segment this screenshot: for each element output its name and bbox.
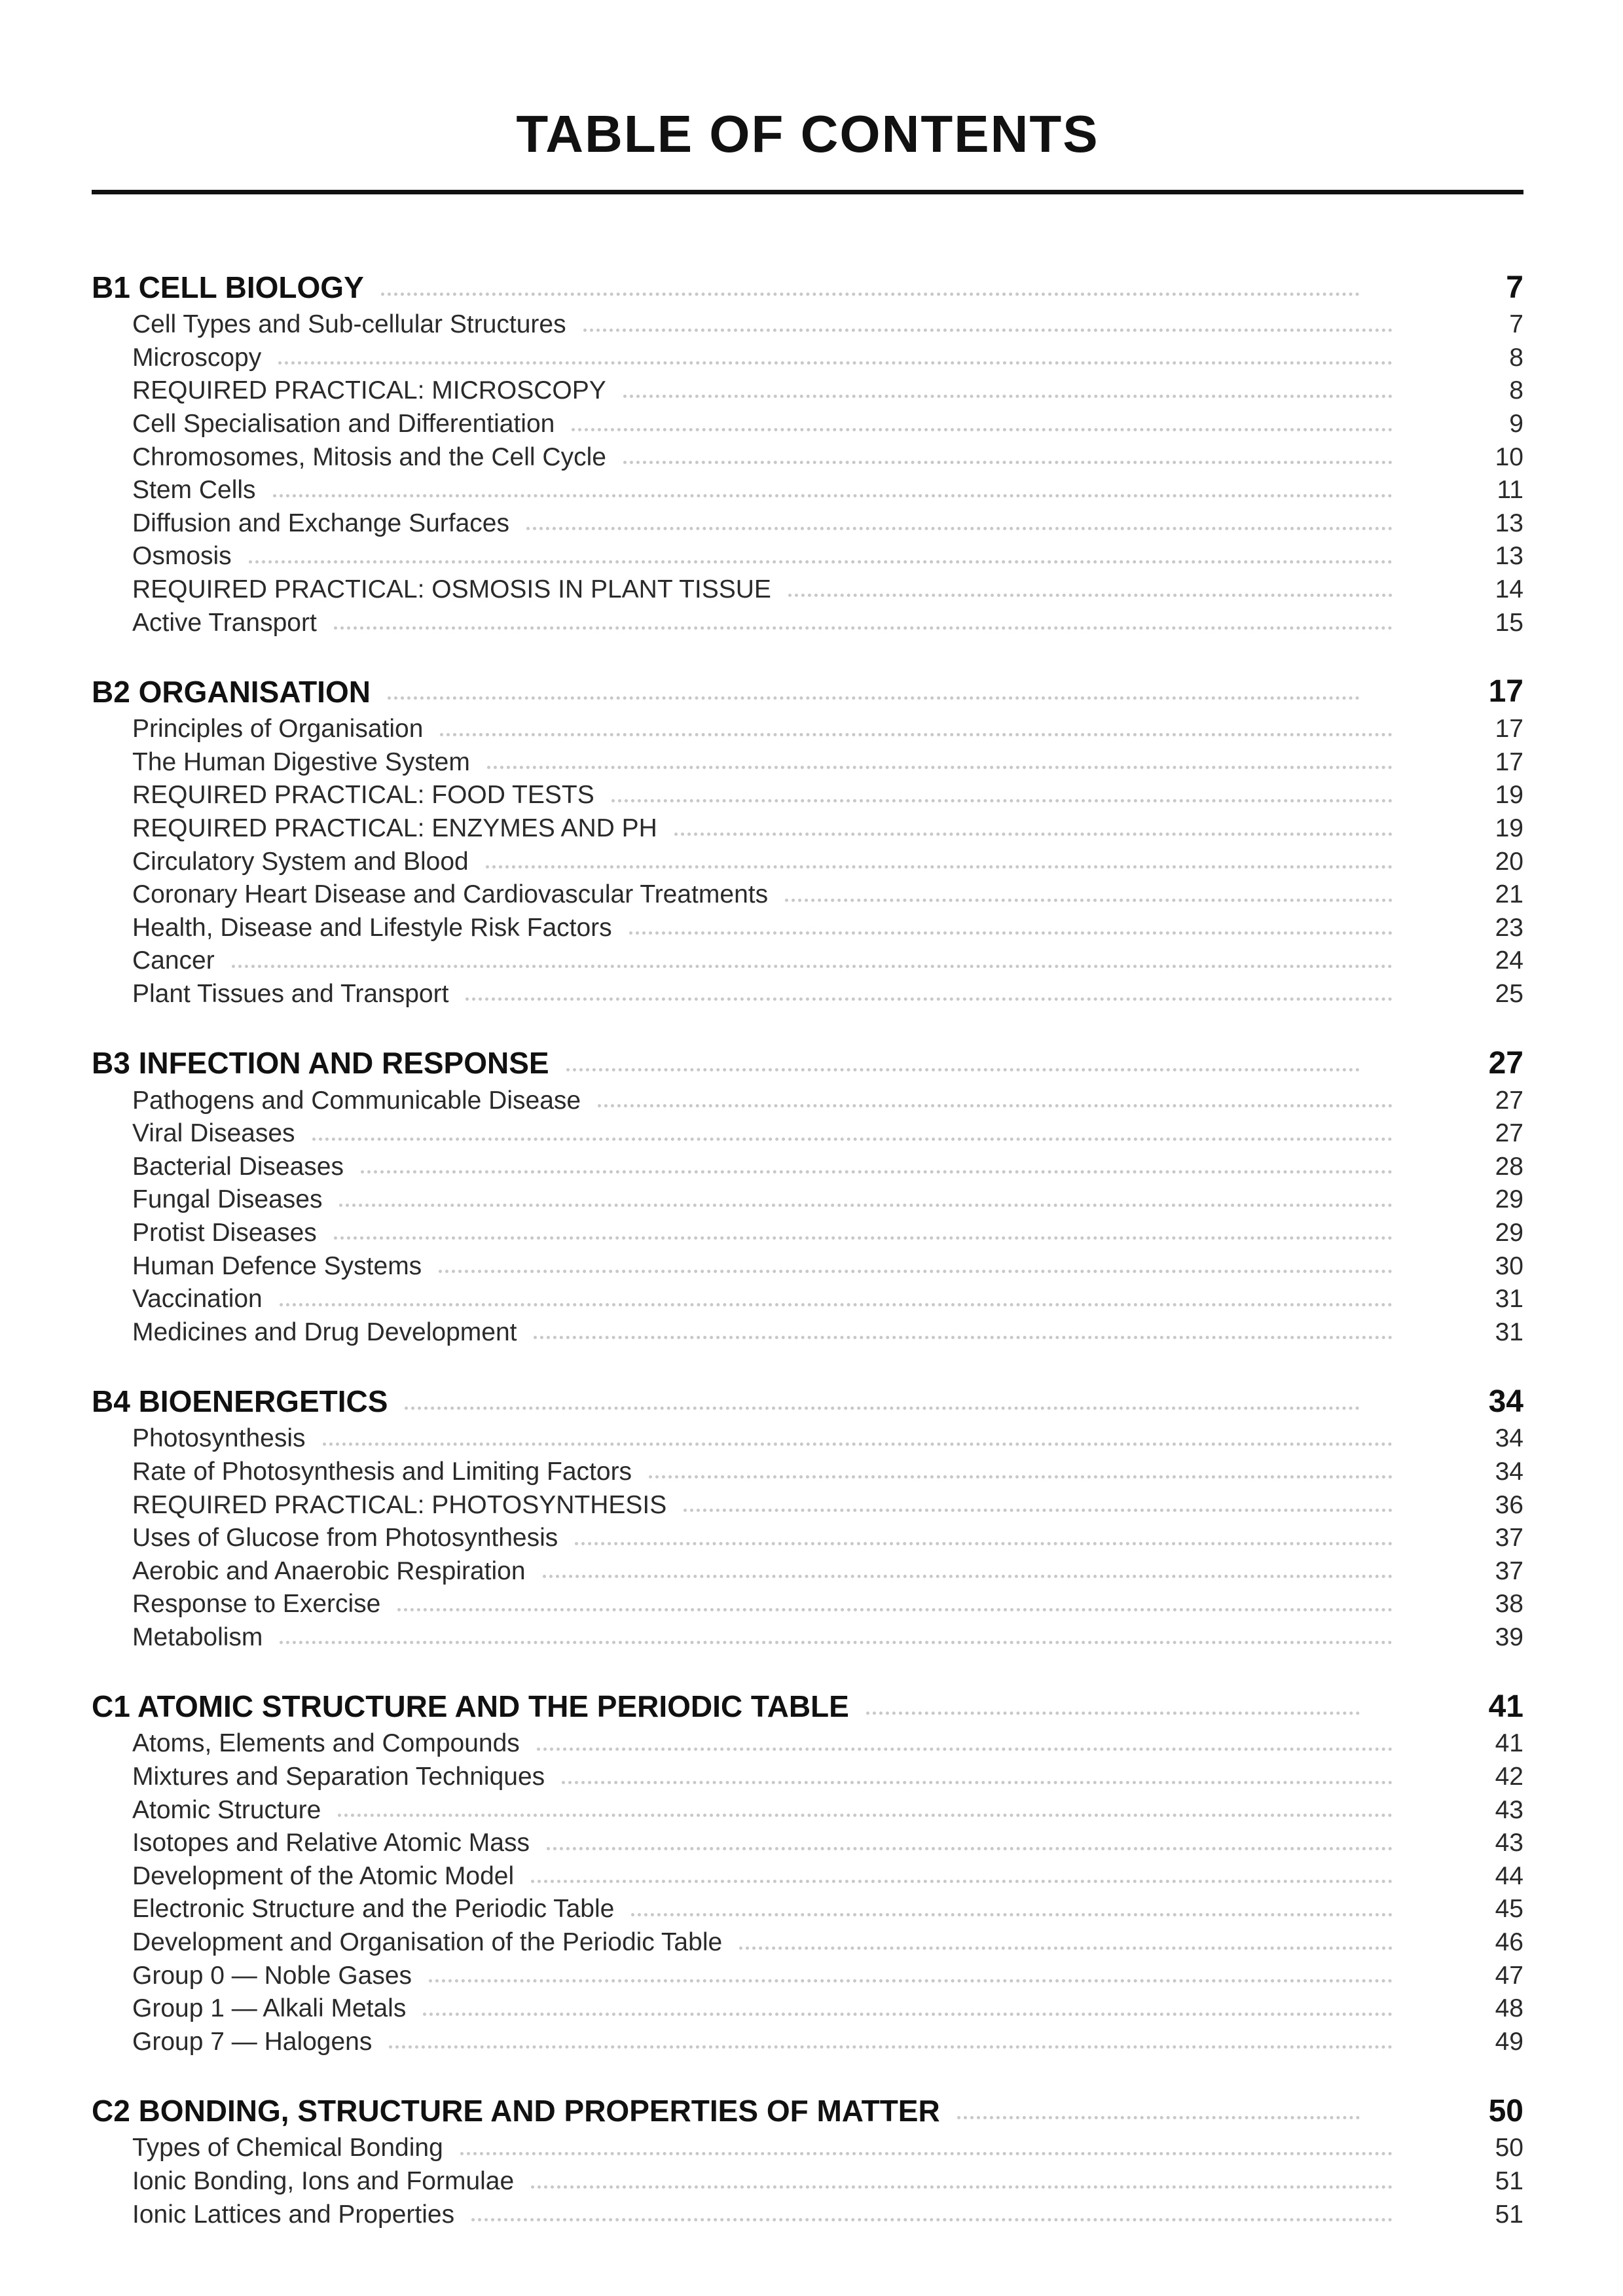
toc-entry-label: The Human Digestive System [132, 747, 470, 776]
toc-entry-page-number: 31 [1495, 1285, 1523, 1314]
toc-entry-label: Ionic Bonding, Ions and Formulae [132, 2167, 515, 2196]
toc-entry-page-number: 47 [1495, 1961, 1523, 1990]
toc-entry[interactable] [92, 845, 1523, 878]
dot-leader [339, 1204, 1393, 1207]
dot-leader [866, 1712, 1360, 1715]
toc-entry[interactable] [92, 1992, 1523, 2026]
section-heading: B4 BIOENERGETICS [92, 1384, 388, 1419]
dot-leader [739, 1946, 1393, 1950]
section-heading: B3 INFECTION AND RESPONSE [92, 1046, 549, 1081]
page-title: TABLE OF CONTENTS [516, 105, 1099, 163]
toc-entry-page-number: 51 [1495, 2200, 1523, 2229]
section-heading: C1 ATOMIC STRUCTURE AND THE PERIODIC TABLE [92, 1689, 849, 1724]
toc-entry-page-number: 19 [1495, 814, 1523, 843]
toc-entry-page-number: 29 [1495, 1185, 1523, 1214]
section-heading-row[interactable] [92, 1685, 1523, 1727]
dot-leader [631, 1913, 1393, 1916]
toc-entry[interactable] [92, 1117, 1523, 1151]
dot-leader [788, 594, 1393, 597]
toc-entry[interactable] [92, 1217, 1523, 1250]
toc-entry-page-number: 45 [1495, 1895, 1523, 1924]
toc-entry-label: Atoms, Elements and Compounds [132, 1729, 520, 1758]
dot-leader [280, 1303, 1393, 1306]
section-page-number: 17 [1488, 674, 1523, 709]
toc-entry-label: Development of the Atomic Model [132, 1861, 515, 1890]
section-heading-row[interactable] [92, 671, 1523, 713]
toc-section [92, 671, 1523, 1011]
toc-entry-label: Microscopy [132, 343, 262, 372]
toc-entry-label: REQUIRED PRACTICAL: OSMOSIS IN PLANT TISSUE [132, 575, 771, 604]
toc-entry[interactable] [92, 1827, 1523, 1860]
dot-leader [486, 865, 1393, 869]
dot-leader [334, 1236, 1393, 1240]
toc-entry-page-number: 48 [1495, 1994, 1523, 2023]
toc-entry-label: REQUIRED PRACTICAL: PHOTOSYNTHESIS [132, 1490, 667, 1519]
toc-entry-label: Fungal Diseases [132, 1185, 323, 1214]
toc-entry-page-number: 44 [1495, 1861, 1523, 1890]
dot-leader [334, 626, 1393, 630]
toc-entry-page-number: 34 [1495, 1457, 1523, 1486]
toc-entry-page-number: 17 [1495, 715, 1523, 744]
toc-entry-page-number: 43 [1495, 1829, 1523, 1857]
dot-leader [526, 527, 1393, 530]
toc-entry-page-number: 38 [1495, 1590, 1523, 1619]
toc-entry-page-number: 51 [1495, 2167, 1523, 2196]
dot-leader [674, 833, 1393, 836]
toc-entry-page-number: 20 [1495, 847, 1523, 876]
dot-leader [785, 899, 1393, 902]
toc-entry-label: Cell Types and Sub-cellular Structures [132, 310, 566, 339]
dot-leader [312, 1138, 1393, 1141]
dot-leader [338, 1814, 1393, 1817]
dot-leader [649, 1475, 1393, 1479]
section-heading: C2 BONDING, STRUCTURE AND PROPERTIES OF MATTER [92, 2094, 940, 2128]
toc-entry-page-number: 24 [1495, 946, 1523, 975]
toc-entry-page-number: 41 [1495, 1729, 1523, 1758]
toc-entry-page-number: 46 [1495, 1928, 1523, 1957]
toc-entry-label: Cancer [132, 946, 215, 975]
section-heading-row[interactable] [92, 1380, 1523, 1422]
toc-entry-page-number: 37 [1495, 1556, 1523, 1585]
dot-leader [278, 361, 1393, 365]
toc-entry[interactable] [92, 1249, 1523, 1283]
section-heading-row[interactable] [92, 2090, 1523, 2132]
toc-entry[interactable] [92, 1554, 1523, 1588]
dot-leader [487, 766, 1393, 769]
dot-leader [465, 997, 1393, 1001]
dot-leader [388, 696, 1360, 700]
toc-entry-label: Atomic Structure [132, 1795, 321, 1824]
toc-entry[interactable] [92, 1488, 1523, 1522]
toc-entry[interactable] [92, 1926, 1523, 1960]
toc-entry-page-number: 8 [1509, 376, 1523, 405]
toc-sections [92, 266, 1523, 2231]
dot-leader [547, 1847, 1393, 1850]
toc-entry-label: Active Transport [132, 608, 317, 637]
dot-leader [623, 461, 1393, 464]
toc-entry[interactable] [92, 507, 1523, 541]
dot-leader [629, 931, 1393, 935]
toc-entry-label: Cell Specialisation and Differentiation [132, 410, 555, 439]
toc-entry[interactable] [92, 1793, 1523, 1827]
toc-entry[interactable] [92, 474, 1523, 507]
toc-entry-label: REQUIRED PRACTICAL: FOOD TESTS [132, 781, 594, 810]
toc-entry-label: Metabolism [132, 1623, 263, 1651]
toc-entry-label: Stem Cells [132, 476, 256, 505]
dot-leader [957, 2116, 1360, 2119]
toc-entry-label: Group 0 — Noble Gases [132, 1961, 412, 1990]
dot-leader [439, 1270, 1393, 1273]
dot-leader [543, 1575, 1393, 1578]
toc-entry[interactable] [92, 1283, 1523, 1316]
dot-leader [280, 1641, 1393, 1644]
toc-entry[interactable] [92, 2026, 1523, 2059]
toc-entry-label: Chromosomes, Mitosis and the Cell Cycle [132, 442, 606, 471]
dot-leader [623, 395, 1393, 398]
title-divider [92, 190, 1523, 194]
section-page-number: 27 [1488, 1045, 1523, 1081]
toc-entry-page-number: 10 [1495, 442, 1523, 471]
toc-entry-label: Medicines and Drug Development [132, 1318, 517, 1346]
toc-entry-label: Group 7 — Halogens [132, 2027, 373, 2056]
toc-entry[interactable] [92, 1588, 1523, 1621]
dot-leader [429, 1979, 1393, 1982]
toc-entry[interactable] [92, 1860, 1523, 1893]
toc-entry-page-number: 39 [1495, 1623, 1523, 1651]
toc-entry-label: Types of Chemical Bonding [132, 2134, 443, 2162]
toc-entry-label: Response to Exercise [132, 1590, 381, 1619]
dot-leader [273, 494, 1393, 497]
toc-entry-page-number: 21 [1495, 880, 1523, 909]
toc-entry-page-number: 15 [1495, 608, 1523, 637]
dot-leader [471, 2218, 1393, 2221]
toc-entry-page-number: 50 [1495, 2134, 1523, 2162]
toc-entry-page-number: 43 [1495, 1795, 1523, 1824]
toc-entry-page-number: 37 [1495, 1524, 1523, 1552]
toc-entry[interactable] [92, 1727, 1523, 1761]
dot-leader [423, 2013, 1393, 2016]
section-page-number: 7 [1506, 270, 1523, 305]
toc-entry[interactable] [92, 573, 1523, 607]
toc-section [92, 1685, 1523, 2058]
toc-section [92, 2090, 1523, 2231]
toc-entry-page-number: 13 [1495, 542, 1523, 571]
toc-entry-page-number: 9 [1509, 410, 1523, 439]
toc-entry-page-number: 36 [1495, 1490, 1523, 1519]
toc-entry[interactable] [92, 912, 1523, 945]
toc-entry-page-number: 27 [1495, 1119, 1523, 1148]
toc-entry-label: Aerobic and Anaerobic Respiration [132, 1556, 526, 1585]
toc-entry-label: Group 1 — Alkali Metals [132, 1994, 407, 2023]
toc-entry-label: Viral Diseases [132, 1119, 295, 1148]
toc-entry[interactable] [92, 944, 1523, 978]
toc-entry-label: Diffusion and Exchange Surfaces [132, 509, 509, 537]
toc-section [92, 1042, 1523, 1349]
toc-entry[interactable] [92, 2165, 1523, 2198]
toc-entry-label: Circulatory System and Blood [132, 847, 469, 876]
toc-entry-label: Mixtures and Separation Techniques [132, 1763, 545, 1791]
toc-entry[interactable] [92, 779, 1523, 812]
toc-entry-label: Bacterial Diseases [132, 1152, 344, 1181]
section-heading-row[interactable] [92, 1042, 1523, 1084]
section-page-number: 50 [1488, 2093, 1523, 2128]
toc-entry[interactable] [92, 812, 1523, 846]
dot-leader [249, 560, 1393, 564]
toc-entry-label: Isotopes and Relative Atomic Mass [132, 1829, 530, 1857]
toc-entry-label: Protist Diseases [132, 1218, 317, 1247]
toc-entry-label: Coronary Heart Disease and Cardiovascular Treatments [132, 880, 769, 909]
dot-leader [598, 1104, 1393, 1107]
dot-leader [460, 2152, 1393, 2155]
toc-entry-page-number: 31 [1495, 1318, 1523, 1346]
toc-entry[interactable] [92, 746, 1523, 780]
dot-leader [572, 428, 1393, 431]
toc-entry[interactable] [92, 342, 1523, 375]
section-page-number: 34 [1488, 1384, 1523, 1419]
toc-entry-page-number: 27 [1495, 1086, 1523, 1115]
toc-entry-label: Human Defence Systems [132, 1251, 422, 1280]
toc-entry-label: Photosynthesis [132, 1424, 306, 1453]
toc-entry[interactable] [92, 308, 1523, 342]
dot-leader [566, 1068, 1360, 1071]
toc-entry-page-number: 28 [1495, 1152, 1523, 1181]
dot-leader [405, 1407, 1360, 1410]
toc-entry-page-number: 25 [1495, 979, 1523, 1008]
toc-entry-page-number: 13 [1495, 509, 1523, 537]
toc-entry[interactable] [92, 1761, 1523, 1794]
toc-entry-page-number: 14 [1495, 575, 1523, 604]
toc-entry-label: Uses of Glucose from Photosynthesis [132, 1524, 558, 1552]
toc-entry[interactable] [92, 1456, 1523, 1489]
toc-entry-label: Ionic Lattices and Properties [132, 2200, 455, 2229]
section-heading: B1 CELL BIOLOGY [92, 270, 364, 304]
toc-entry-page-number: 7 [1509, 310, 1523, 339]
dot-leader [531, 1880, 1393, 1883]
toc-entry-label: Osmosis [132, 542, 232, 571]
toc-entry-page-number: 29 [1495, 1218, 1523, 1247]
toc-entry[interactable] [92, 1621, 1523, 1655]
toc-entry-label: Health, Disease and Lifestyle Risk Factors [132, 913, 612, 942]
toc-section [92, 266, 1523, 639]
toc-entry[interactable] [92, 1150, 1523, 1183]
toc-entry[interactable] [92, 1084, 1523, 1117]
toc-page [92, 0, 1523, 2263]
toc-entry-label: Pathogens and Communicable Disease [132, 1086, 581, 1115]
dot-leader [611, 799, 1393, 802]
section-heading-row[interactable] [92, 266, 1523, 308]
toc-entry-label: Principles of Organisation [132, 715, 424, 744]
toc-entry[interactable] [92, 1183, 1523, 1217]
toc-entry[interactable] [92, 408, 1523, 441]
toc-entry[interactable] [92, 1422, 1523, 1456]
toc-entry[interactable] [92, 540, 1523, 573]
toc-entry-label: Plant Tissues and Transport [132, 979, 449, 1008]
dot-leader [583, 329, 1393, 332]
toc-entry[interactable] [92, 978, 1523, 1011]
toc-entry-page-number: 19 [1495, 781, 1523, 810]
toc-entry[interactable] [92, 606, 1523, 639]
dot-leader [397, 1608, 1393, 1611]
toc-entry-label: Electronic Structure and the Periodic Table [132, 1895, 615, 1924]
toc-entry-page-number: 23 [1495, 913, 1523, 942]
toc-entry[interactable] [92, 1893, 1523, 1926]
toc-section [92, 1380, 1523, 1654]
toc-entry[interactable] [92, 374, 1523, 408]
toc-entry-page-number: 49 [1495, 2027, 1523, 2056]
toc-entry-label: REQUIRED PRACTICAL: ENZYMES AND PH [132, 814, 657, 843]
toc-entry-page-number: 8 [1509, 343, 1523, 372]
toc-entry-page-number: 42 [1495, 1763, 1523, 1791]
toc-entry[interactable] [92, 2132, 1523, 2165]
toc-entry-label: Rate of Photosynthesis and Limiting Factors [132, 1457, 632, 1486]
toc-entry[interactable] [92, 1959, 1523, 1992]
dot-leader [531, 2185, 1393, 2189]
toc-entry-page-number: 11 [1497, 476, 1523, 505]
toc-entry-label: Vaccination [132, 1285, 263, 1314]
dot-leader [534, 1336, 1393, 1339]
toc-entry-page-number: 17 [1495, 747, 1523, 776]
toc-entry[interactable] [92, 1522, 1523, 1555]
dot-leader [381, 293, 1360, 296]
section-page-number: 41 [1488, 1689, 1523, 1724]
toc-entry[interactable] [92, 713, 1523, 746]
dot-leader [575, 1542, 1393, 1545]
toc-entry[interactable] [92, 2198, 1523, 2231]
dot-leader [440, 733, 1393, 736]
dot-leader [684, 1509, 1393, 1512]
toc-entry[interactable] [92, 440, 1523, 474]
dot-leader [537, 1748, 1393, 1751]
toc-entry-page-number: 34 [1495, 1424, 1523, 1453]
toc-entry-page-number: 30 [1495, 1251, 1523, 1280]
dot-leader [361, 1170, 1393, 1174]
section-heading: B2 ORGANISATION [92, 674, 371, 709]
toc-entry[interactable] [92, 1316, 1523, 1349]
toc-entry[interactable] [92, 878, 1523, 912]
toc-entry-label: Development and Organisation of the Periodic Table [132, 1928, 723, 1957]
toc-entry-label: REQUIRED PRACTICAL: MICROSCOPY [132, 376, 606, 405]
dot-leader [389, 2045, 1393, 2049]
dot-leader [323, 1443, 1393, 1446]
dot-leader [562, 1781, 1393, 1784]
dot-leader [232, 965, 1393, 968]
